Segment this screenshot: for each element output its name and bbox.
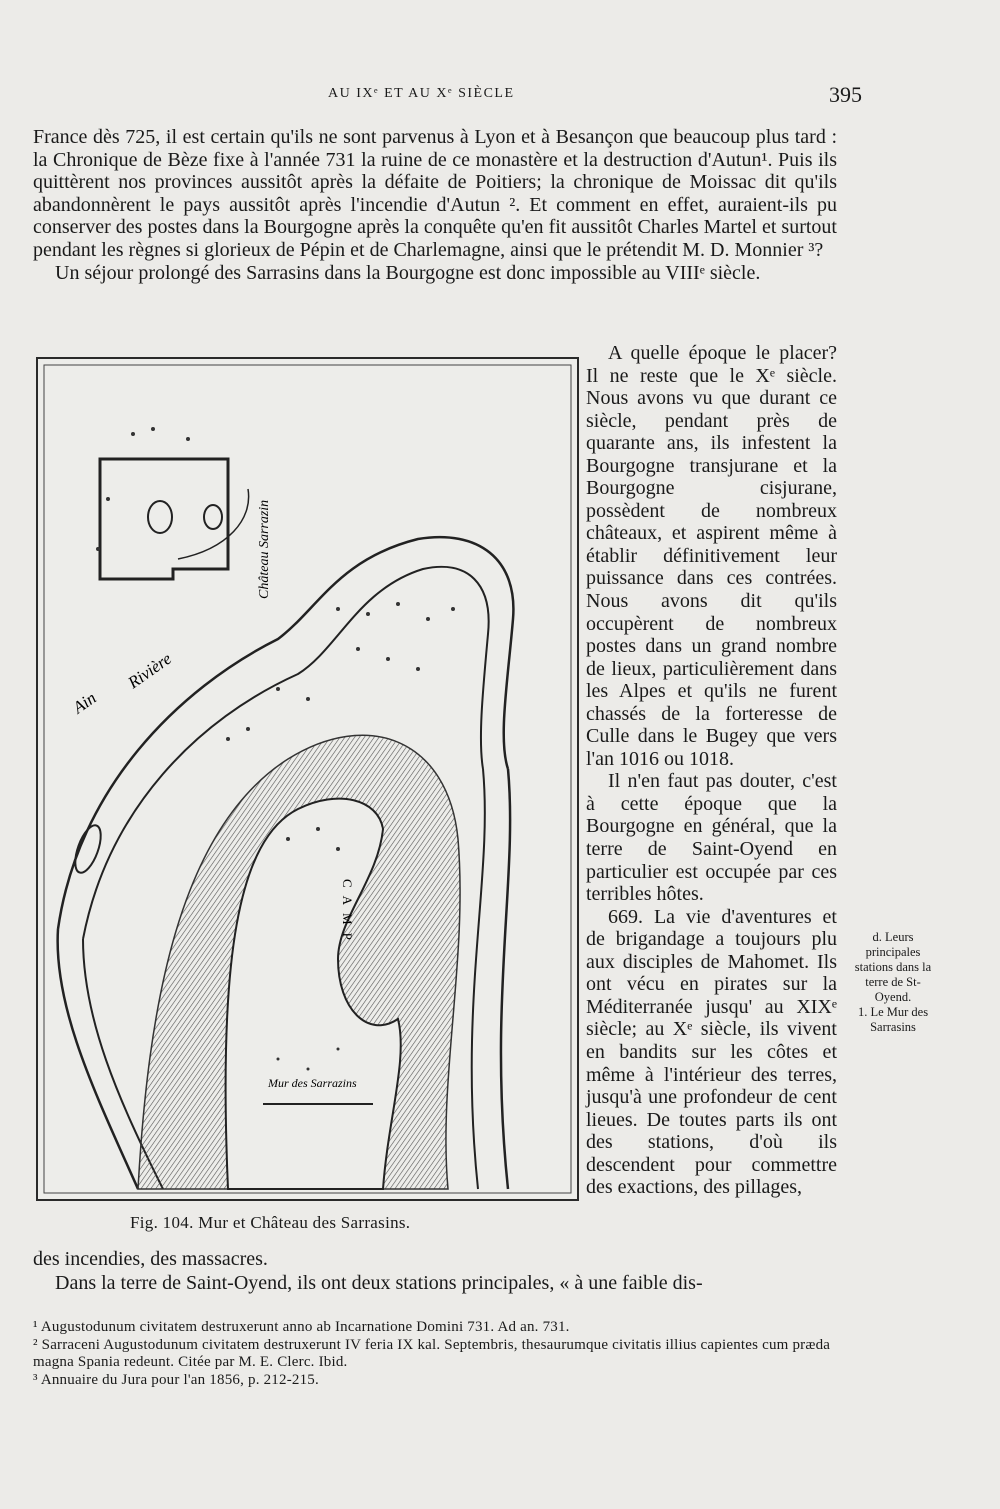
mur-label: Mur des Sarrazins (268, 1076, 357, 1090)
paragraph: France dès 725, il est certain qu'ils ne sont parvenus à Lyon et à Besançon que beaucoup plus tard : la Chronique de Bèze fixe à l'année 731 la ruine de ce monastère et la destruction d'Autun¹. Puis ils quittèrent nos provinces aussitôt après la défaite de Poitiers; la chronique de Moissac dit qu'ils abandonnèrent le pays aussitôt après l'incendie d'Autun ². Et comment en effet, auraient-ils pu conserver des postes dans la Bourgogne après la conquête qu'en fit aussitôt Charles Martel et surtout pendant les règnes si glorieux de Pépin et de Charlemagne, ainsi que le prétendit M. D. Monnier ³? (33, 126, 837, 261)
right-column-text (586, 342, 837, 1199)
page-header (0, 82, 1000, 112)
river-label-riviere: Rivière (124, 648, 175, 693)
footnote: ² Sarraceni Augustodunum civitatem destruxerunt IV feria IX kal. Septembris, thesaurumque civitatis illius capientes cum præda magna Spania redeunt. Citée par M. E. Clerc. Ibid. (33, 1336, 831, 1370)
page-number: 395 (829, 82, 862, 107)
margin-note-subheading: 1. Le Mur des Sarrasins (857, 1005, 929, 1034)
paragraph: 669. La vie d'aventures et de brigandage a toujours plu aux disciples de Mahomet. Ils ont vécu en pirates sur la Méditerranée jusqu' au XIXᵉ siècle; au Xᵉ siècle, ils vivent en bandits sur les côtes et même à l'intérieur des terres, jusqu'à une profondeur de cent lieues. De toutes parts ils ont des stations, d'où ils descendent pour commettre des exactions, des pillages, (586, 905, 837, 1199)
footnotes (33, 1319, 837, 1389)
paragraph: A quelle époque le placer? Il ne reste que le Xᵉ siècle. Nous avons vu que durant ce siècle, pendant près de quarante ans, ils infestent la Bourgogne transjurane et la Bourgogne cisjurane, possèdent de nombreux châteaux, et aspirent même à établir définitivement leur puissance dans ces contrées. Nous avons dit qu'ils occupèrent de nombreux postes dans un grand nombre de lieux, particulièrement dans les Alpes et qu'ils ne furent chassés de la forteresse de Culle dans le Bugey que vers l'an 1016 ou 1018. (586, 342, 837, 770)
paragraph: des incendies, des massacres. (33, 1248, 268, 1270)
footnote: ¹ Augustodunum civitatem destruxerunt anno ab Incarnatione Domini 731. Ad an. 731. (33, 1319, 570, 1335)
top-text-block (33, 126, 837, 284)
running-title: AU IXᵉ ET AU Xᵉ SIÈCLE (328, 86, 515, 101)
river-label-ain: Ain (69, 688, 100, 718)
camp-label: CAMP (340, 879, 355, 948)
margin-note (848, 930, 938, 1035)
footnote: ³ Annuaire du Jura pour l'an 1856, p. 212-215. (33, 1371, 319, 1388)
chateau-tower (148, 501, 172, 533)
figure-caption: Fig. 104. Mur et Château des Sarrasins. (130, 1213, 411, 1232)
bottom-text-block (33, 1247, 837, 1295)
paragraph: Il n'en faut pas douter, c'est à cette époque que la Bourgogne en général, que la terre de Saint-Oyend en particulier est occupée par ces terribles hôtes. (586, 770, 837, 906)
margin-note-heading: d. Leurs principales stations dans la terre de St-Oyend. (854, 930, 932, 1004)
island (70, 822, 106, 876)
chateau-outline (100, 459, 228, 579)
paragraph: Dans la terre de Saint-Oyend, ils ont deux stations principales, « à une faible dis- (55, 1272, 703, 1294)
map-illustration (38, 359, 577, 1199)
chateau-label: Château Sarrazin (257, 499, 272, 599)
paragraph: Un séjour prolongé des Sarrasins dans la Bourgogne est donc impossible au VIIIᵉ siècle. (55, 261, 761, 284)
figure-map (36, 357, 579, 1201)
